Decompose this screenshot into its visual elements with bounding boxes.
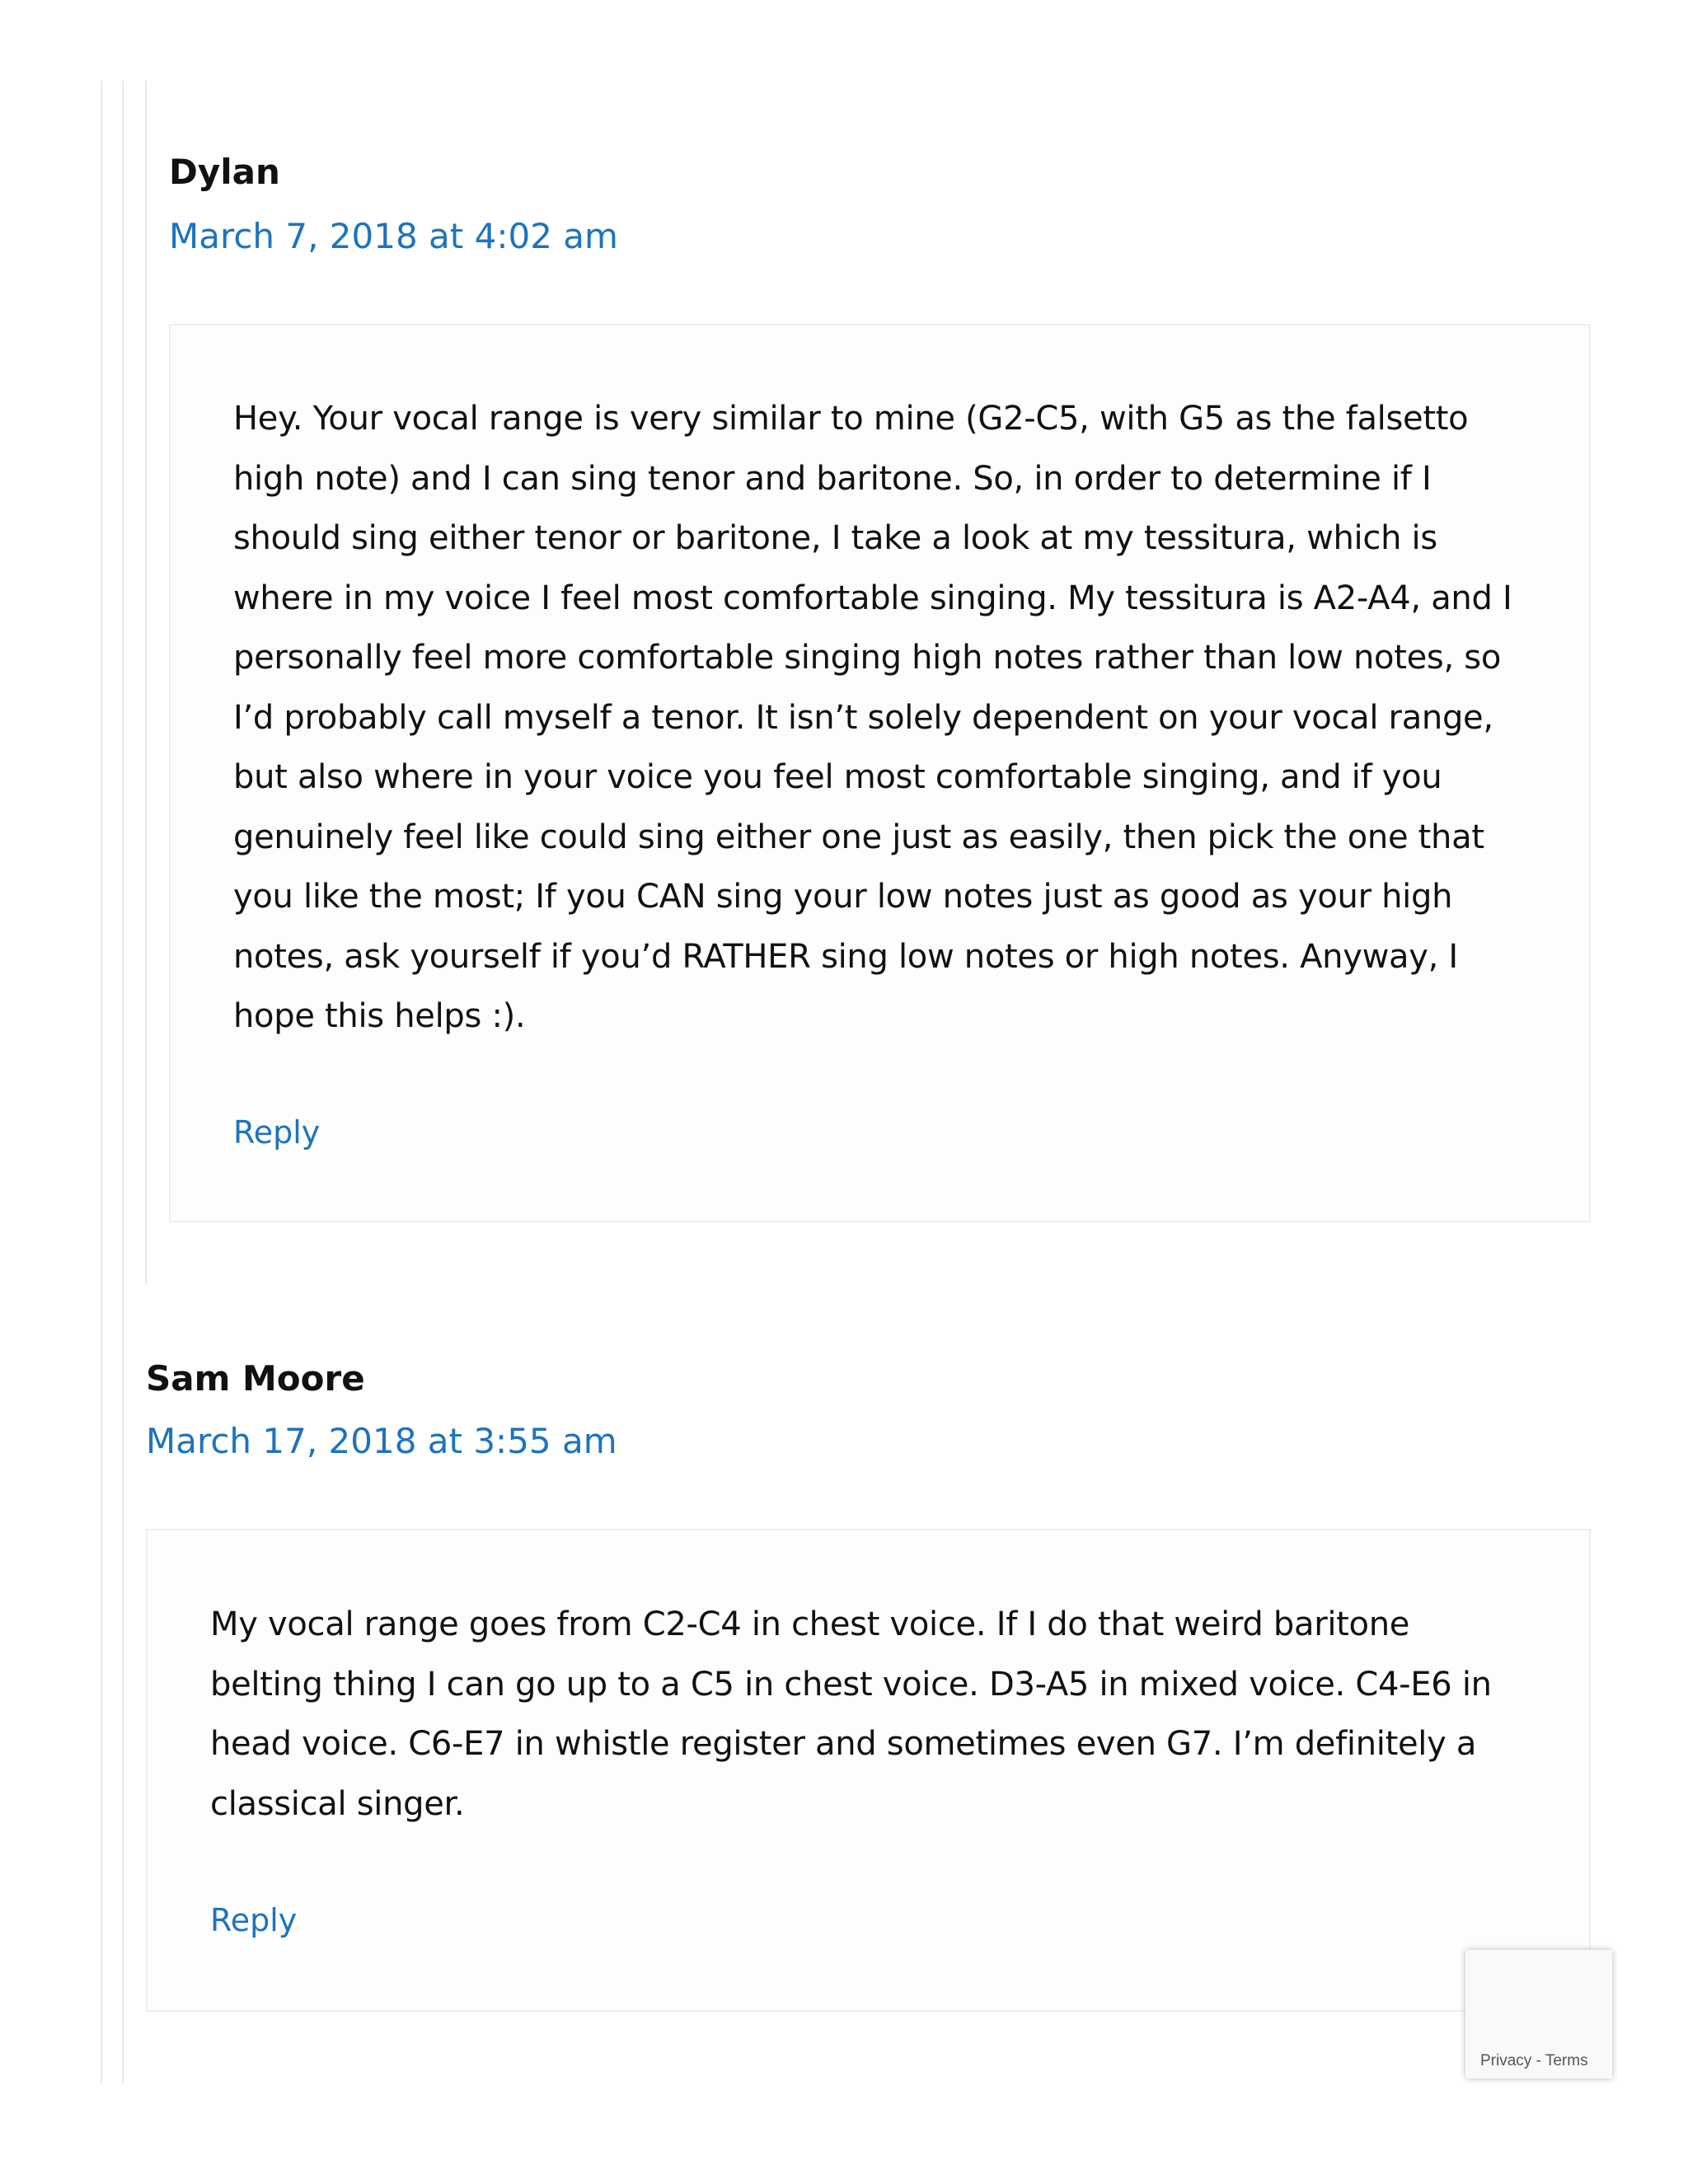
- thread-line-middle: [122, 81, 124, 2083]
- comment-author: Sam Moore: [146, 1358, 365, 1399]
- recaptcha-links: [1480, 2052, 1588, 2070]
- comment-date-link[interactable]: March 7, 2018 at 4:02 am: [169, 216, 618, 256]
- comment-text-line: genuinely feel like could sing either one just as easily, then pick the one that: [233, 818, 1484, 856]
- comment-text-line: but also where in your voice you feel most comfortable singing, and if you: [233, 758, 1442, 796]
- comment-text-line: you like the most; If you CAN sing your low notes just as good as your high: [233, 878, 1453, 916]
- thread-line-inner: [145, 81, 147, 1284]
- thread-line-outer: [101, 81, 102, 2083]
- comment-text-line: belting thing I can go up to a C5 in chest voice. D3-A5 in mixed voice. C4-E6 in: [210, 1665, 1492, 1704]
- comment-date-link[interactable]: March 17, 2018 at 3:55 am: [146, 1421, 617, 1461]
- comment-text-line: high note) and I can sing tenor and baritone. So, in order to determine if I: [233, 459, 1432, 498]
- comment-text-line: personally feel more comfortable singing high notes rather than low notes, so: [233, 639, 1501, 677]
- reply-button[interactable]: Reply: [210, 1902, 298, 1938]
- reply-button[interactable]: Reply: [233, 1114, 321, 1151]
- comment-text-line: hope this helps :).: [233, 997, 526, 1035]
- comment-text-line: My vocal range goes from C2-C4 in chest voice. If I do that weird baritone: [210, 1605, 1410, 1643]
- recaptcha-terms-link[interactable]: Terms: [1545, 2052, 1588, 2069]
- recaptcha-privacy-link[interactable]: Privacy: [1480, 2052, 1532, 2069]
- recaptcha-badge[interactable]: [1465, 1950, 1612, 2079]
- comment-text-line: classical singer.: [210, 1784, 465, 1823]
- comment-text: [233, 389, 1512, 1047]
- comment-text-line: I’d probably call myself a tenor. It isn’t solely dependent on your vocal range,: [233, 698, 1493, 737]
- comment-text-line: Hey. Your vocal range is very similar to mine (G2-C5, with G5 as the falsetto: [233, 400, 1469, 438]
- recaptcha-separator: -: [1531, 2052, 1545, 2069]
- comment-author: Dylan: [169, 152, 280, 192]
- comment-text: [210, 1595, 1492, 1834]
- comment-text-line: should sing either tenor or baritone, I take a look at my tessitura, which is: [233, 519, 1437, 557]
- comment-text-line: head voice. C6-E7 in whistle register and sometimes even G7. I’m definitely a: [210, 1725, 1477, 1763]
- comment-text-line: where in my voice I feel most comfortable singing. My tessitura is A2-A4, and I: [233, 579, 1512, 617]
- comment-text-line: notes, ask yourself if you’d RATHER sing low notes or high notes. Anyway, I: [233, 937, 1458, 976]
